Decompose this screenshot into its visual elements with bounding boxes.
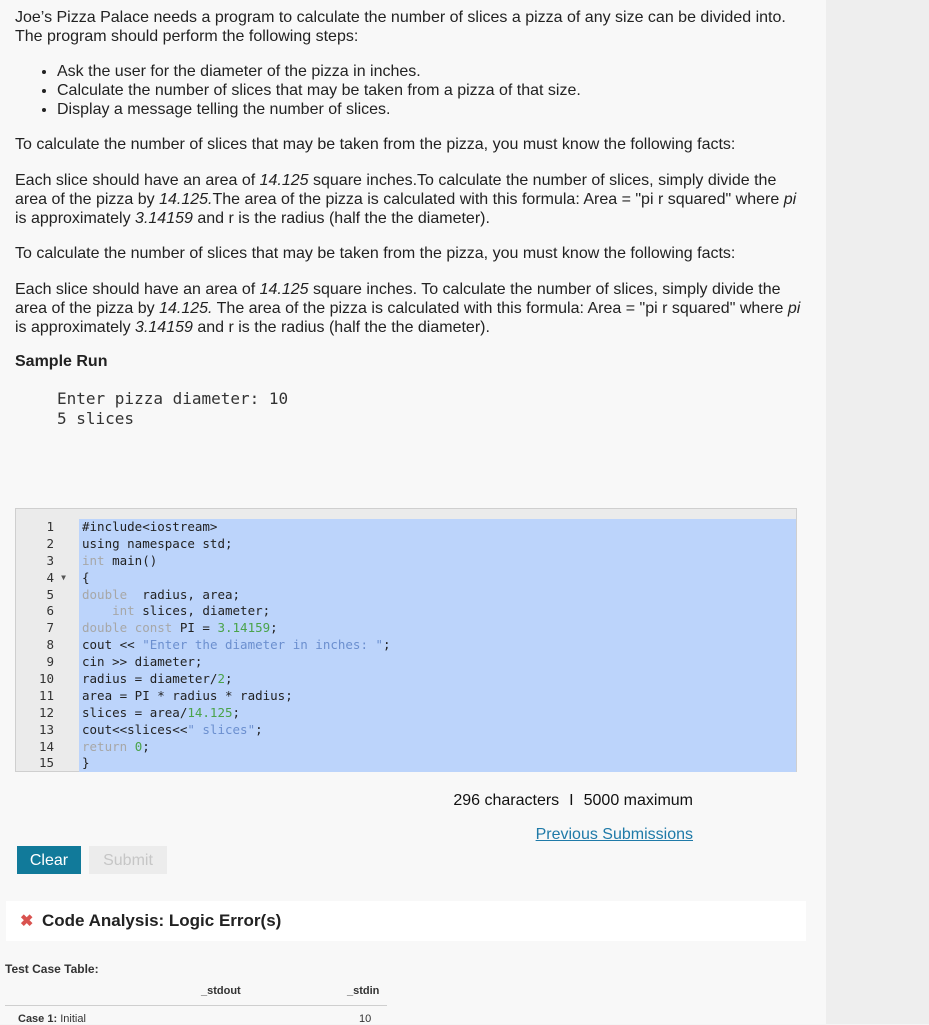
intro-text: Joe’s Pizza Palace needs a program to calculate the number of slices a pizza of any size can be divided into. The program should perform the following steps: bbox=[15, 9, 786, 45]
facts-heading-repeat: To calculate the number of slices that may be taken from the pizza, you must know the following facts: bbox=[15, 245, 736, 262]
triangle-down-icon[interactable]: ▼ bbox=[61, 572, 66, 582]
right-margin bbox=[826, 0, 929, 1024]
submit-button: Submit bbox=[89, 846, 167, 874]
list-item: • Calculate the number of slices that may be taken from a pizza of that size. bbox=[57, 81, 581, 100]
previous-submissions-link[interactable]: Previous Submissions bbox=[535, 826, 693, 843]
test-case-table-label: Test Case Table: bbox=[5, 962, 99, 976]
line-number: 14 bbox=[38, 738, 54, 754]
steps-list bbox=[15, 62, 581, 119]
code-analysis-title: Code Analysis: Logic Error(s) bbox=[42, 911, 282, 930]
table-row[interactable]: Case 1: Initial bbox=[18, 1013, 86, 1025]
char-count: 296 characters bbox=[453, 792, 560, 809]
facts-paragraph-1: Each slice should have an area of 14.125 square inches.To calculate the number of slices, simply divide the area of the pizza by 14.125.The area of the pizza is calculated with this formula: Area = "pi r squared" where pi is approximately 3.14159 and r is the radius (half the the diameter). bbox=[15, 172, 797, 227]
line-number: 13 bbox=[38, 721, 54, 737]
code-line[interactable]: cout << "Enter the diameter in inches: "; bbox=[82, 637, 391, 653]
line-number: 7 bbox=[46, 620, 54, 636]
line-number: 2 bbox=[46, 535, 54, 551]
code-line[interactable]: return 0; bbox=[82, 738, 150, 754]
line-number: 3 bbox=[46, 552, 54, 568]
stdout-column-header: _stdout bbox=[201, 985, 241, 997]
code-line[interactable]: cout<<slices<<" slices"; bbox=[82, 721, 263, 737]
character-counter bbox=[453, 792, 693, 810]
code-line[interactable]: radius = diameter/2; bbox=[82, 671, 233, 687]
code-line[interactable]: using namespace std; bbox=[82, 535, 233, 551]
line-number: 15 bbox=[38, 755, 54, 771]
line-number: 9 bbox=[46, 654, 54, 670]
line-number-gutter bbox=[16, 519, 76, 772]
list-item: • Ask the user for the diameter of the pizza in inches. bbox=[57, 62, 581, 81]
char-max: 5000 maximum bbox=[583, 792, 693, 809]
list-item: • Display a message telling the number of slices. bbox=[57, 100, 581, 119]
counter-separator: I bbox=[569, 792, 574, 809]
code-line[interactable]: #include<iostream> bbox=[82, 519, 218, 534]
line-number: 8 bbox=[46, 637, 54, 653]
code-line[interactable]: double radius, area; bbox=[82, 586, 241, 602]
stdin-column-header: _stdin bbox=[347, 985, 380, 997]
line-number: 12 bbox=[38, 704, 54, 720]
code-line[interactable]: slices = area/14.125; bbox=[82, 704, 241, 720]
line-number-fold[interactable]: 4 ▼ bbox=[46, 569, 66, 585]
code-line[interactable]: int slices, diameter; bbox=[112, 603, 271, 619]
code-text-area[interactable] bbox=[79, 519, 796, 772]
code-line[interactable]: cin >> diameter; bbox=[82, 654, 203, 670]
line-number: 5 bbox=[46, 586, 54, 602]
code-line[interactable]: area = PI * radius * radius; bbox=[82, 687, 293, 703]
facts-paragraph-2: Each slice should have an area of 14.125 square inches. To calculate the number of slices, simply divide the area of the pizza by 14.125. The area of the pizza is calculated with this formula: Area = "pi r squared" where pi is approximately 3.14159 and r is the radius (half the the diameter). bbox=[15, 281, 801, 336]
code-analysis-banner[interactable] bbox=[6, 901, 806, 941]
sample-run-output: Enter pizza diameter: 10 5 slices bbox=[57, 389, 289, 428]
code-line[interactable]: double const PI = 3.14159; bbox=[82, 620, 278, 636]
code-editor[interactable] bbox=[15, 508, 797, 772]
clear-button[interactable]: Clear bbox=[17, 846, 81, 874]
sample-run-heading: Sample Run bbox=[15, 353, 108, 370]
code-line[interactable]: int main() bbox=[82, 552, 158, 568]
table-divider bbox=[5, 1005, 387, 1006]
error-x-icon: ✖ bbox=[20, 913, 34, 930]
facts-heading: To calculate the number of slices that may be taken from the pizza, you must know the following facts: bbox=[15, 136, 736, 153]
code-line[interactable]: { bbox=[82, 569, 90, 585]
line-number: 11 bbox=[38, 687, 54, 703]
code-line[interactable]: } bbox=[82, 755, 90, 771]
line-number: 6 bbox=[46, 603, 54, 619]
line-number: 10 bbox=[38, 671, 54, 687]
line-number: 1 bbox=[46, 519, 54, 534]
table-cell-stdin: 10 bbox=[359, 1013, 372, 1025]
